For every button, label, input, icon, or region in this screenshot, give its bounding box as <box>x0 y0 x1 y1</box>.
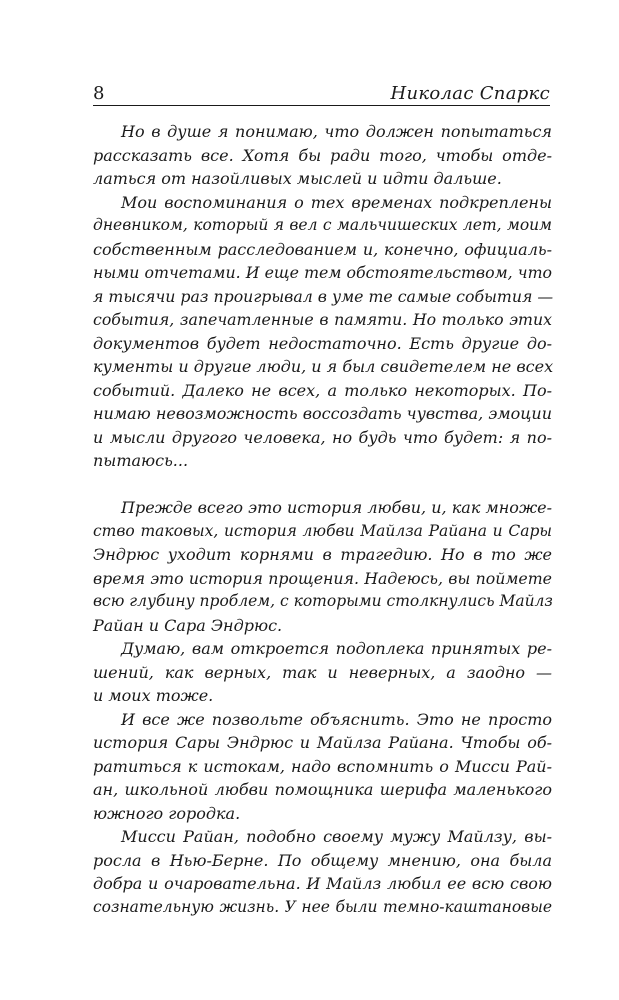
text-line: Эндрюс уходит корнями в трагедию. Но в то же <box>93 545 552 564</box>
text-line: сознательную жизнь. У нее были темно-каштановые <box>93 897 552 916</box>
text-line: собственным расследованием и, конечно, официаль- <box>93 239 552 259</box>
text-line: я тысячи раз проигрывал в уме те самые события — <box>93 286 554 306</box>
paragraph-5 <box>93 708 552 826</box>
text-line: Мои воспоминания о тех временах подкреплены <box>121 192 552 212</box>
text-line: Но в душе я понимаю, что должен попытаться <box>121 122 552 141</box>
paragraph-3 <box>93 496 552 637</box>
paragraph-4 <box>93 637 552 708</box>
text-line: время это история прощения. Надеюсь, вы поймете <box>93 568 552 588</box>
text-line: и моих тоже. <box>93 686 214 705</box>
text-line: и мысли другого человека, но будь что будет: я по- <box>93 427 552 447</box>
author-name: Николас Спаркс <box>390 83 550 104</box>
text-line: Райан и Сара Эндрюс. <box>93 615 283 635</box>
text-line: всю глубину проблем, с которыми столкнулись Майлз <box>93 592 553 610</box>
text-line: Прежде всего это история любви, и, как множе- <box>121 498 552 517</box>
text-line: дневником, который я вел с мальчишеских лет, моим <box>93 216 552 234</box>
text-line: ан, школьной любви помощника шерифа маленького <box>93 780 552 799</box>
text-line: пытаюсь... <box>93 451 189 470</box>
text-line: рассказать все. Хотя бы ради того, чтобы отде- <box>93 145 552 165</box>
page-number: 8 <box>93 83 105 104</box>
text-line: события, запечатленные в памяти. Но только этих <box>93 310 552 329</box>
text-line: документов будет недостаточно. Есть другие до- <box>93 333 552 353</box>
section-break <box>93 473 552 497</box>
text-line: росла в Нью-Берне. По общему мнению, она была <box>93 850 552 870</box>
body-text <box>93 120 552 919</box>
paragraph-1 <box>93 120 552 191</box>
header-rule <box>93 105 550 106</box>
text-line: событий. Далеко не всех, а только некоторых. По- <box>93 380 552 400</box>
text-line: латься от назойливых мыслей и идти дальше. <box>93 169 502 188</box>
text-line: добра и очаровательна. И Майлз любил ее всю свою <box>93 874 552 893</box>
paragraph-2 <box>93 191 552 473</box>
text-line: Думаю, вам откроется подоплека принятых ре- <box>121 639 552 658</box>
text-line: ство таковых, история любви Майлза Райана и Сары <box>93 521 552 540</box>
text-line: И все же позвольте объяснить. Это не просто <box>121 709 552 729</box>
paragraph-6 <box>93 825 552 919</box>
text-line: Мисси Райан, подобно своему мужу Майлзу, вы- <box>121 827 552 846</box>
text-line: южного городка. <box>93 803 241 823</box>
text-line: ратиться к истокам, надо вспомнить о Мисси Рай- <box>93 756 552 776</box>
text-line: кументы и другие люди, и я был свидетелем не всех <box>93 357 554 376</box>
text-line: история Сары Эндрюс и Майлза Райана. Чтобы об- <box>93 733 552 752</box>
text-line: шений, как верных, так и неверных, а заодно — <box>93 662 552 682</box>
text-line: нимаю невозможность воссоздать чувства, эмоции <box>93 404 552 423</box>
text-line: ными отчетами. И еще тем обстоятельством, что <box>93 263 552 282</box>
